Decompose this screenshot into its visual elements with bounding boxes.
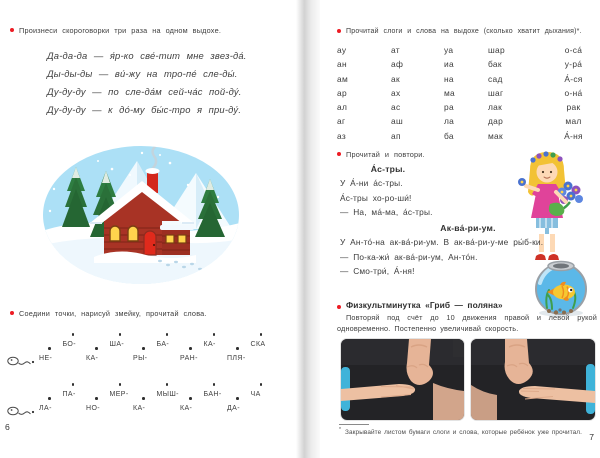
table-cell: ра	[444, 102, 454, 113]
task-exercise-label: Физкультминутка «Гриб — поляна»	[346, 300, 503, 310]
table-cell: ап	[391, 130, 401, 141]
footnote	[339, 427, 597, 436]
footnote-text: Закрывайте листом бумаги слоги и слова, которые ребёнок уже прочитал.	[345, 429, 583, 437]
table-cell: аш	[391, 116, 403, 127]
syllable: КА-	[180, 404, 204, 413]
syllable: БАН-	[204, 390, 228, 413]
snake-puzzle-row	[7, 390, 295, 417]
story-line: — На, ма́-ма, а́с-тры.	[340, 207, 433, 218]
syllable: РЫ-	[133, 354, 157, 363]
table-cell: мак	[488, 130, 503, 141]
syllable: РАН-	[180, 354, 204, 363]
syllable: ПА-	[63, 390, 87, 413]
syllable: КА-	[86, 354, 110, 363]
story-line: У А́-ни а́с-тры.	[340, 178, 403, 188]
snake-icon	[7, 405, 35, 417]
page-number-left: 6	[5, 422, 10, 432]
story-asters-title: А́с-тры.	[370, 164, 406, 174]
page-6	[0, 0, 298, 458]
red-bullet-icon	[337, 305, 341, 309]
story-asters	[340, 163, 490, 220]
red-bullet-icon	[337, 29, 341, 33]
table-cell: сад	[488, 73, 503, 84]
table-cell: ам	[337, 73, 349, 84]
task-tongue-twisters-label: Произнеси скороговорки три раза на одном выдохе.	[19, 26, 222, 35]
table-cell: ал	[337, 102, 348, 113]
book-gutter	[296, 0, 322, 458]
table-cell: дар	[488, 116, 504, 127]
footnote-rule	[339, 424, 369, 425]
table-cell: уа	[444, 45, 454, 55]
table-cell: ау	[337, 45, 347, 55]
table-cell: аф	[391, 59, 404, 70]
table-cell: ар	[337, 87, 347, 98]
syllable: ЧА	[251, 390, 275, 413]
winter-house-illustration	[42, 145, 240, 285]
story-aquarium-title: Ак-ва́-ри-ум.	[440, 223, 496, 233]
table-cell: аг	[337, 116, 346, 127]
syllable-table	[337, 43, 595, 143]
table-cell: ах	[391, 87, 401, 98]
story-line: У Ан-то́-на ак-ва́-ри-ум. В ак-ва́-ри-у-ме ры́б-ки.	[340, 237, 544, 247]
table-cell: ла	[444, 116, 455, 127]
table-cell: о-са́	[564, 45, 583, 55]
syllable: СКА	[251, 340, 275, 363]
syllable: БО-	[63, 340, 87, 363]
story-line: А́с-тры хо-ро-ши́!	[340, 192, 412, 203]
task-snake	[10, 309, 294, 318]
snake-syllables	[39, 390, 274, 413]
table-cell: ат	[391, 45, 400, 55]
task-read-repeat-label: Прочитай и повтори.	[346, 150, 425, 159]
red-bullet-icon	[337, 152, 341, 156]
twister-line: Ду-ду-ду — по сле-да́м сей-ча́с пой-ду́.	[47, 86, 242, 97]
twister-line: Ды-ды-ды — ви́-жу на тро-пе́ сле-ды́.	[47, 68, 238, 79]
table-cell: иа	[444, 59, 454, 70]
hands-exercise-photo-1	[341, 339, 464, 420]
table-cell: ма	[444, 87, 456, 98]
table-cell: шаг	[488, 87, 504, 98]
snake-icon	[7, 355, 35, 367]
table-cell: ан	[337, 59, 347, 70]
story-line: — Смо-три́, А́-ня!	[340, 266, 415, 277]
table-cell: мал	[565, 116, 582, 127]
table-cell: о-на́	[564, 87, 583, 98]
table-cell: ба	[444, 130, 454, 141]
table-cell: лак	[488, 102, 503, 113]
syllable: ЛА-	[39, 404, 63, 413]
table-cell: аз	[337, 130, 347, 141]
syllable: ША-	[110, 340, 134, 363]
task-exercise	[337, 301, 597, 310]
red-bullet-icon	[10, 311, 14, 315]
table-cell: на	[444, 73, 454, 84]
table-cell: ас	[391, 102, 401, 113]
page-7	[320, 0, 600, 458]
table-cell: А́-ня	[564, 130, 583, 141]
syllable: КА-	[204, 340, 228, 363]
red-bullet-icon	[10, 28, 14, 32]
syllable: КА-	[133, 404, 157, 413]
syllable: МЕР-	[110, 390, 134, 413]
story-line: — По-ка-жи́ ак-ва́-ри-ум, Ан-то́н.	[340, 251, 478, 262]
syllable: НО-	[86, 404, 110, 413]
table-cell: ак	[391, 73, 400, 84]
table-cell: у-ра́	[564, 59, 583, 70]
task-syllables	[337, 27, 597, 36]
syllable: ДА-	[227, 404, 251, 413]
snake-puzzle-row	[7, 340, 295, 367]
syllable: НЕ-	[39, 354, 63, 363]
table-cell: А́-ся	[564, 73, 583, 84]
footnote-marker: *	[339, 427, 342, 433]
tongue-twisters-block	[47, 47, 247, 119]
snake-syllables	[39, 340, 274, 363]
task-tongue-twisters	[10, 26, 294, 35]
table-cell: шар	[488, 45, 505, 55]
task-snake-label: Соедини точки, нарисуй змейку, прочитай слова.	[19, 309, 207, 318]
task-syllables-label: Прочитай слоги и слова на выдохе (сколько хватит дыхания)*.	[346, 28, 582, 35]
twister-line: Ду-ду-ду — к до́-му бы́с-тро я при-ду́.	[47, 104, 242, 115]
table-cell: рак	[566, 102, 581, 113]
syllable: МЫШ-	[157, 390, 181, 413]
syllable: ПЛЯ-	[227, 354, 251, 363]
page-number-right: 7	[589, 432, 594, 442]
exercise-instructions: Повторяй под счёт до 10 движения правой и левой рукой одновременно. Постепенно увеличивай скорость.	[337, 313, 597, 333]
twister-line: Да-да-да — я́р-ко све́-тит мне звез-да́.	[47, 50, 247, 61]
syllable: БА-	[157, 340, 181, 363]
hands-exercise-photo-2	[471, 339, 595, 420]
table-cell: бак	[488, 59, 502, 70]
